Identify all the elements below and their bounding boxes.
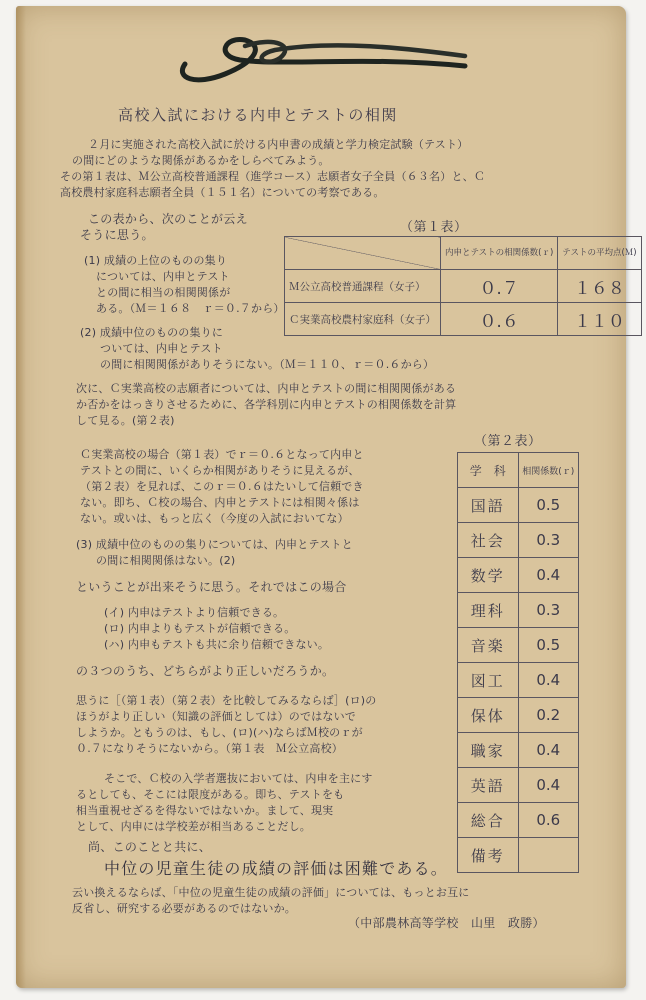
- table1-row-r: ０.７: [441, 270, 558, 303]
- table2-r: 0.5: [518, 488, 579, 523]
- option-ha: (ハ) 内申もテストも共に余り信頼できない。: [104, 638, 330, 651]
- intro-line-2: の間にどのような関係があるかをしらべてみよう。: [72, 154, 330, 167]
- table2-subject: 国語: [458, 488, 519, 523]
- point1-line-4: ある。（Ｍ＝１６８ ｒ＝０.７から）: [96, 302, 285, 315]
- table1-caption: （第１表）: [400, 220, 468, 235]
- table2-header-r: 相関係数(ｒ): [518, 453, 579, 488]
- table2-subject: 総合: [458, 803, 519, 838]
- table2-caption: （第２表）: [474, 434, 542, 449]
- table1-row-m: １１０: [558, 303, 641, 336]
- table-2: [457, 452, 579, 873]
- table2-row: [458, 698, 579, 733]
- table1-row-r: ０.６: [441, 303, 558, 336]
- para3-line-2: テストとの間に、いくらか相関がありそうに見えるが、: [80, 464, 360, 477]
- table2-subject: 理科: [458, 593, 519, 628]
- table2-subject: 図工: [458, 663, 519, 698]
- para3-line-4: ない。即ち、Ｃ校の場合、内申とテストには相関々係は: [80, 496, 360, 509]
- intro-line-3: その第１表は、Ｍ公立高校普通課程（進学コース）志願者女子全員（６３名）と、Ｃ: [60, 170, 486, 183]
- table2-r: 0.4: [518, 558, 579, 593]
- table1-header-m: テストの平均点(Ｍ): [558, 237, 641, 270]
- table2-row: [458, 803, 579, 838]
- para4-line-2: るとしても、そこには限度がある。即ち、テストをも: [76, 788, 345, 801]
- answer-line-3: しようか。ともうのは、もし、(ロ)(ハ)ならばＭ校のｒが: [76, 726, 363, 739]
- point3-line-1: (3) 成績中位のものの集りについては、内申とテストと: [76, 538, 353, 551]
- closing-line-2: 反省し、研究する必要があるのではないか。: [72, 902, 296, 915]
- table2-subject: 音楽: [458, 628, 519, 663]
- closing-line-1: 云い換えるならば、「中位の児童生徒の成績の評価」については、もっとお互に: [72, 886, 470, 899]
- para2-line-3: して見る。(第２表): [76, 414, 175, 427]
- table2-row: [458, 628, 579, 663]
- para4-line-4: として、内申には学校差が相当あることだし。: [76, 820, 311, 833]
- point1-line-2: については、内申とテスト: [96, 270, 230, 283]
- table1-header-r: 内申とテストの相関係数(ｒ): [441, 237, 558, 270]
- point2-line-2: ついては、内申とテスト: [100, 342, 223, 355]
- table2-row: [458, 488, 579, 523]
- table2-row: [458, 733, 579, 768]
- table1-row-m: １６８: [558, 270, 641, 303]
- option-i: (イ) 内申はテストより信頼できる。: [104, 606, 285, 619]
- answer-line-1: 思うに［（第１表）（第２表）を比較してみるならば］(ロ)の: [76, 694, 377, 707]
- table2-subject: 社会: [458, 523, 519, 558]
- table2-row: [458, 593, 579, 628]
- table2-r: 0.3: [518, 593, 579, 628]
- table2-r: 0.5: [518, 628, 579, 663]
- point3-line-2: の間に相関関係はない。(2): [96, 554, 236, 567]
- table2-r: 0.4: [518, 733, 579, 768]
- table2-r: [518, 838, 579, 873]
- table1-corner-cell: [285, 237, 441, 270]
- answer-line-2: ほうがより正しい（知識の評価としては）のではないで: [76, 710, 356, 723]
- table2-r: 0.4: [518, 663, 579, 698]
- table2-row: [458, 558, 579, 593]
- table1-row: [285, 270, 642, 303]
- table2-r: 0.3: [518, 523, 579, 558]
- question-line: の３つのうち、どちらがより正しいだろうか。: [76, 664, 335, 678]
- table2-row: [458, 838, 579, 873]
- lead-line-1: この表から、次のことが云え: [88, 212, 248, 226]
- signature: （中部農林高等学校 山里 政勝）: [348, 916, 545, 930]
- point2-line-3: の間に相関関係がありそうにない。（Ｍ＝１１０、ｒ＝０.６から）: [100, 358, 435, 371]
- table1-row-label: Ｃ実業高校農村家庭科（女子）: [285, 303, 441, 336]
- table2-row: [458, 663, 579, 698]
- paper-edge-shadow: [16, 6, 26, 988]
- para3-line-5: ない。或いは、もっと広く（今度の入試においてな）: [80, 512, 349, 525]
- point1-line-1: (1) 成績の上位のものの集り: [84, 254, 228, 267]
- para4-line-1: そこで、Ｃ校の入学者選抜においては、内申を主にす: [104, 772, 373, 785]
- point2-line-1: (2) 成績中位のものの集りに: [80, 326, 224, 339]
- para2-line-2: か否かをはっきりさせるために、各学科別に内申とテストの相関係数を計算: [76, 398, 457, 411]
- table2-subject: 英語: [458, 768, 519, 803]
- table2-header-subject: 学 科: [458, 453, 519, 488]
- document-title: 高校入試における内申とテストの相関: [118, 106, 398, 124]
- para4-line-3: 相当重視せざるを得ないではないか。まして、現実: [76, 804, 334, 817]
- intro-line-1: ２月に実施された高校入試に於ける内申書の成績と学力検定試験（テスト）: [88, 138, 469, 151]
- table2-row: [458, 523, 579, 558]
- para3-line-1: Ｃ実業高校の場合（第１表）でｒ＝０.６となって内申と: [80, 448, 364, 461]
- emphasis-line: 中位の児童生徒の成績の評価は困難である。: [104, 859, 449, 878]
- table2-subject: 数学: [458, 558, 519, 593]
- table1-row: [285, 303, 642, 336]
- also-line: 尚、このことと共に、: [88, 840, 212, 854]
- option-ro: (ロ) 内申よりもテストが信頼できる。: [104, 622, 296, 635]
- conclude-line: ということが出来そうに思う。それではこの場合: [76, 580, 347, 594]
- binding-string: [165, 26, 475, 90]
- answer-line-4: ０.７になりそうにないから。（第１表 Ｍ公立高校）: [76, 742, 343, 755]
- table2-r: 0.6: [518, 803, 579, 838]
- para3-line-3: （第２表）を見れば、このｒ＝０.６はたいして信頼でき: [80, 480, 364, 493]
- point1-line-3: との間に相当の相関関係が: [96, 286, 231, 299]
- table1-row-label: Ｍ公立高校普通課程（女子）: [285, 270, 441, 303]
- table2-subject: 備考: [458, 838, 519, 873]
- table2-subject: 職家: [458, 733, 519, 768]
- para2-line-1: 次に、Ｃ実業高校の志願者については、内申とテストの間に相関関係がある: [76, 382, 457, 395]
- table2-r: 0.4: [518, 768, 579, 803]
- table-1: [284, 236, 642, 336]
- lead-line-2: そうに思う。: [80, 228, 154, 242]
- table2-subject: 保体: [458, 698, 519, 733]
- intro-line-4: 高校農村家庭科志願者全員（１５１名）についての考察である。: [60, 186, 385, 199]
- table2-row: [458, 768, 579, 803]
- table2-r: 0.2: [518, 698, 579, 733]
